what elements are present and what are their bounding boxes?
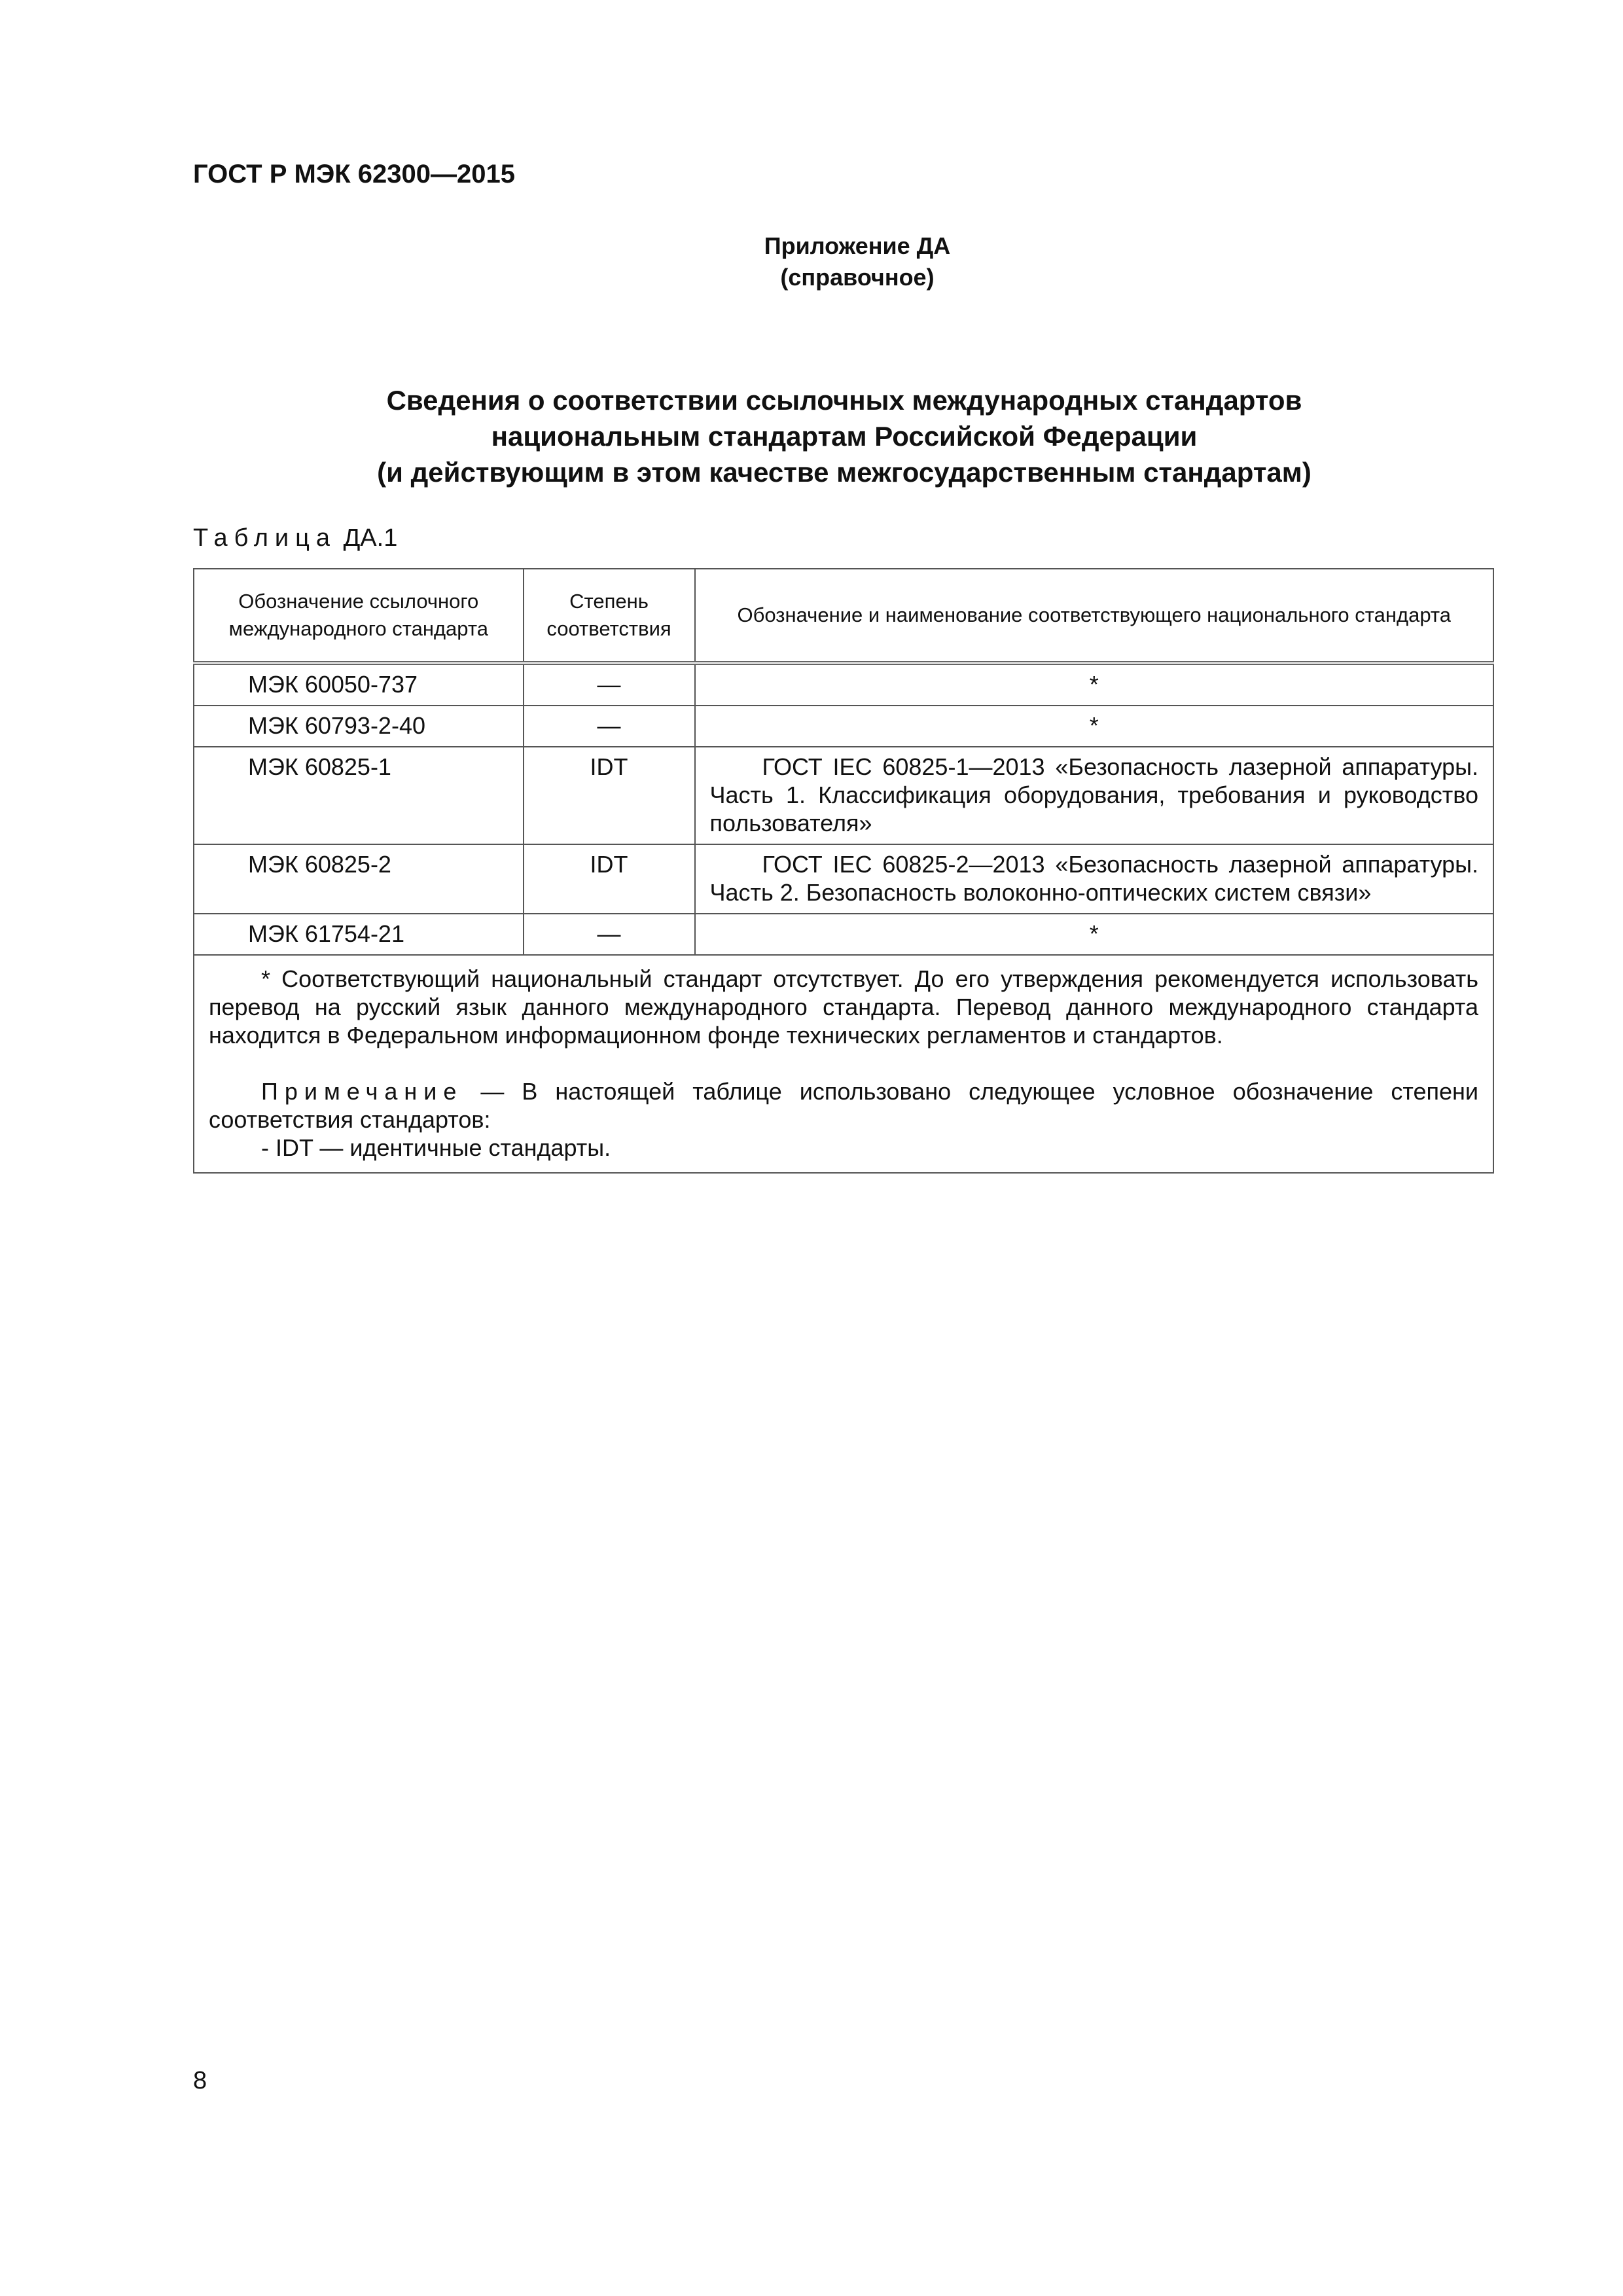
section-title bbox=[275, 382, 1414, 490]
cell-national: * bbox=[695, 706, 1493, 747]
table-header-row bbox=[194, 569, 1493, 663]
header-national-standard: Обозначение и наименование соответствующего национального стандарта bbox=[695, 569, 1493, 663]
cell-national: * bbox=[695, 663, 1493, 706]
note-paragraph bbox=[209, 1077, 1478, 1134]
table-row bbox=[194, 747, 1493, 844]
cell-national: ГОСТ IEC 60825-2—2013 «Безопасность лазерной аппаратуры. Часть 2. Безопасность волоконно-оптических систем связи» bbox=[695, 844, 1493, 914]
cell-degree: — bbox=[524, 663, 695, 706]
cell-degree: — bbox=[524, 914, 695, 955]
table-row bbox=[194, 844, 1493, 914]
cell-national: * bbox=[695, 914, 1493, 955]
cell-ref: МЭК 61754-21 bbox=[194, 914, 524, 955]
section-title-line: (и действующим в этом качестве межгосударственным стандартам) bbox=[377, 457, 1311, 488]
page-number: 8 bbox=[193, 2067, 207, 2094]
table-footnote-row bbox=[194, 955, 1493, 1173]
appendix-kind: (справочное) bbox=[780, 264, 935, 291]
table-row bbox=[194, 706, 1493, 747]
table-caption bbox=[193, 522, 397, 554]
appendix-heading bbox=[654, 230, 1060, 293]
header-degree: Степень соответствия bbox=[524, 569, 695, 663]
cell-ref: МЭК 60825-2 bbox=[194, 844, 524, 914]
cell-ref: МЭК 60050-737 bbox=[194, 663, 524, 706]
note-label: Примечание bbox=[261, 1078, 463, 1105]
document-header: ГОСТ Р МЭК 62300—2015 bbox=[193, 160, 516, 188]
footnote-text: * Соответствующий национальный стандарт отсутствует. До его утверждения рекомендуется использовать перевод на русский язык данного международного стандарта. Перевод данного международного стандарта находится в Федеральном информационном фонде технических регламентов и стандартов. bbox=[209, 965, 1478, 1049]
appendix-title: Приложение ДА bbox=[764, 232, 951, 259]
cell-degree: IDT bbox=[524, 844, 695, 914]
cell-ref: МЭК 60825-1 bbox=[194, 747, 524, 844]
note-text: — В настоящей таблице использовано следующее условное обозначение степени соответствия стандартов: bbox=[209, 1078, 1478, 1133]
note-item: - IDT — идентичные стандарты. bbox=[261, 1134, 611, 1161]
cell-degree: — bbox=[524, 706, 695, 747]
table-caption-word: Таблица bbox=[193, 524, 336, 552]
table-row bbox=[194, 914, 1493, 955]
table-caption-number: ДА.1 bbox=[343, 524, 398, 552]
header-ref-standard: Обозначение ссылочного международного стандарта bbox=[194, 569, 524, 663]
table-row bbox=[194, 663, 1493, 706]
cell-degree: IDT bbox=[524, 747, 695, 844]
table-footnote-cell bbox=[194, 955, 1493, 1173]
cell-ref: МЭК 60793-2-40 bbox=[194, 706, 524, 747]
section-title-line: национальным стандартам Российской Федерации bbox=[491, 421, 1198, 452]
cell-national: ГОСТ IEC 60825-1—2013 «Безопасность лазерной аппаратуры. Часть 1. Классификация оборудования, требования и руководство пользователя» bbox=[695, 747, 1493, 844]
section-title-line: Сведения о соответствии ссылочных международных стандартов bbox=[386, 385, 1302, 416]
reference-standards-table bbox=[193, 568, 1494, 1174]
